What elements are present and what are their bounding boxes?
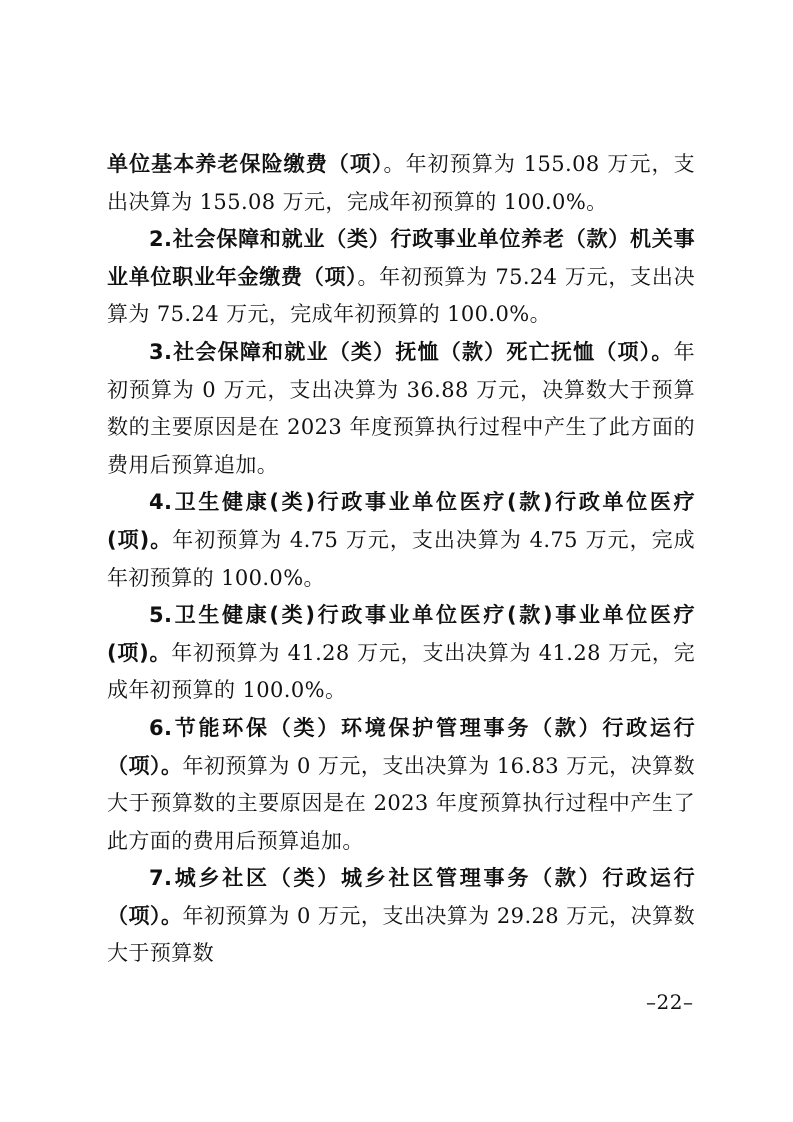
paragraph-6-heading: 6.节能环保（类）环境保护管理事务（款）行政运行（项）。 bbox=[107, 715, 695, 778]
paragraph-6 bbox=[107, 710, 695, 860]
paragraph-1 bbox=[107, 146, 695, 221]
paragraph-3 bbox=[107, 334, 695, 484]
paragraph-4 bbox=[107, 484, 695, 597]
paragraph-1-text: 。年初预算为 155.08 万元，支出决算为 155.08 万元，完成年初预算的 100.0%。 bbox=[107, 152, 695, 214]
page-number: –22– bbox=[646, 990, 694, 1014]
paragraph-4-heading: 4.卫生健康(类)行政事业单位医疗(款)行政单位医疗(项)。 bbox=[107, 490, 695, 552]
paragraph-2 bbox=[107, 221, 695, 334]
paragraph-6-text: 年初预算为 0 万元，支出决算为 16.83 万元，决算数大于预算数的主要原因是在 2023 年度预算执行过程中产生了此方面的费用后预算追加。 bbox=[107, 753, 696, 853]
paragraph-5 bbox=[107, 597, 695, 710]
paragraph-7 bbox=[107, 860, 695, 973]
paragraph-3-heading: 3.社会保障和就业（类）抚恤（款）死亡抚恤（项）。 bbox=[149, 339, 674, 364]
document-body bbox=[107, 146, 695, 973]
paragraph-7-text: 年初预算为 0 万元，支出决算为 29.28 万元，决算数大于预算数 bbox=[107, 903, 696, 966]
paragraph-2-heading: 2.社会保障和就业（类）行政事业单位养老（款）机关事业单位职业年金缴费（项） bbox=[107, 227, 695, 289]
paragraph-3-text: 年初预算为 0 万元，支出决算为 36.88 万元，决算数大于预算数的主要原因是在 2023 年度预算执行过程中产生了此方面的费用后预算追加。 bbox=[107, 339, 695, 477]
paragraph-5-text: 年初预算为 41.28 万元，支出决算为 41.28 万元，完成年初预算的 100.0%。 bbox=[107, 640, 696, 703]
paragraph-5-heading: 5.卫生健康(类)行政事业单位医疗(款)事业单位医疗(项)。 bbox=[107, 603, 695, 665]
paragraph-2-text: 。年初预算为 75.24 万元，支出决算为 75.24 万元，完成年初预算的 100.0%。 bbox=[107, 264, 695, 327]
paragraph-1-heading: 单位基本养老保险缴费（项） bbox=[107, 152, 384, 176]
paragraph-7-heading: 7.城乡社区（类）城乡社区管理事务（款）行政运行（项）。 bbox=[107, 866, 695, 928]
paragraph-4-text: 年初预算为 4.75 万元，支出决算为 4.75 万元，完成年初预算的 100.0%。 bbox=[107, 527, 696, 590]
